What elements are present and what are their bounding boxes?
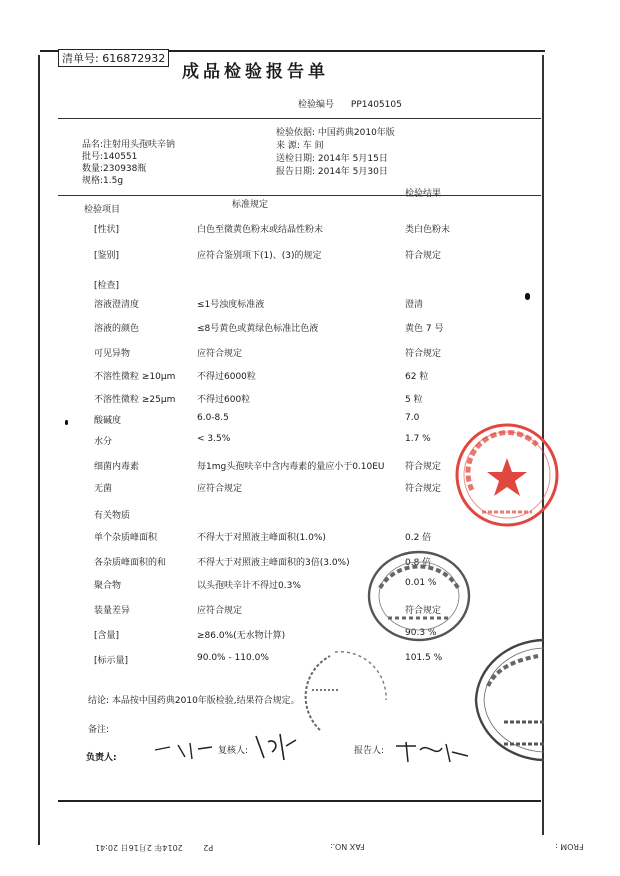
row-item: [含量] bbox=[94, 631, 120, 641]
row-standard: 应符合鉴别项下(1)、(3)的规定 bbox=[197, 251, 322, 261]
col-header-item: 检验项目 bbox=[84, 205, 121, 215]
reporter-label: 报告人: bbox=[354, 746, 385, 756]
row-item: 可见异物 bbox=[94, 349, 131, 359]
row-result: 0.01 % bbox=[405, 578, 437, 588]
row-item: 不溶性微粒 ≥10μm bbox=[94, 372, 176, 382]
table-row bbox=[80, 530, 540, 544]
row-result: 符合规定 bbox=[405, 484, 442, 494]
test-basis: 检验依据: 中国药典2010年版 bbox=[276, 128, 395, 138]
fax-time: 2014年 2月16日 20:41 bbox=[95, 843, 183, 852]
product-name: 品名:注射用头孢呋辛钠 bbox=[82, 140, 176, 150]
responsible-label: 负责人: bbox=[86, 753, 117, 763]
inspection-report-stamp bbox=[468, 636, 544, 766]
row-standard: ≤1号浊度标准液 bbox=[197, 300, 265, 310]
batch-number: 批号:140551 bbox=[82, 152, 138, 162]
fax-page: P2 bbox=[203, 843, 214, 852]
row-item: [性状] bbox=[94, 225, 120, 235]
row-standard: 每1mg头孢呋辛中含内毒素的量应小于0.10EU bbox=[197, 462, 385, 472]
row-standard: 6.0-8.5 bbox=[197, 413, 229, 423]
table-row bbox=[80, 321, 540, 335]
row-item: 无菌 bbox=[94, 484, 113, 494]
row-standard: 90.0% - 110.0% bbox=[197, 653, 269, 663]
row-standard: < 3.5% bbox=[197, 434, 231, 444]
row-result: 62 粒 bbox=[405, 372, 429, 382]
report-number-label: 检验编号 bbox=[298, 100, 335, 110]
col-header-standard: 标准规定 bbox=[232, 200, 269, 210]
row-standard: 不得过600粒 bbox=[197, 395, 251, 405]
reporter-signature bbox=[392, 736, 472, 766]
table-row bbox=[80, 392, 540, 406]
row-item: 水分 bbox=[94, 437, 113, 447]
row-item: 装量差异 bbox=[94, 606, 131, 616]
row-result: 符合规定 bbox=[405, 251, 442, 261]
table-row bbox=[80, 248, 540, 262]
row-item: 溶液的颜色 bbox=[94, 324, 140, 334]
table-row bbox=[80, 222, 540, 236]
bottom-border-line bbox=[58, 800, 541, 802]
row-item: 单个杂质峰面积 bbox=[94, 533, 158, 543]
table-row bbox=[80, 278, 540, 292]
row-result: 0.2 倍 bbox=[405, 533, 432, 543]
row-item: 酸碱度 bbox=[94, 416, 122, 426]
header-divider bbox=[58, 118, 541, 119]
row-item: 细菌内毒素 bbox=[94, 462, 140, 472]
company-red-seal bbox=[452, 420, 562, 530]
quantity: 数量:230938瓶 bbox=[82, 164, 147, 174]
row-result: 黄色 7 号 bbox=[405, 324, 444, 334]
conclusion: 结论: 本品按中国药典2010年版检验,结果符合规定。 bbox=[88, 696, 300, 706]
row-standard: 应符合规定 bbox=[197, 606, 243, 616]
table-row bbox=[80, 297, 540, 311]
gray-circle-stamp bbox=[300, 640, 390, 740]
row-standard: 以头孢呋辛计不得过0.3% bbox=[197, 581, 301, 591]
row-standard: 应符合规定 bbox=[197, 484, 243, 494]
responsible-signature bbox=[150, 735, 220, 763]
row-item: [标示量] bbox=[94, 656, 129, 666]
row-standard: 应符合规定 bbox=[197, 349, 243, 359]
ink-speck bbox=[525, 293, 530, 300]
table-top-divider bbox=[58, 195, 541, 196]
report-date: 报告日期: 2014年 5月30日 bbox=[276, 167, 388, 177]
reviewer-signature bbox=[250, 728, 300, 764]
sent-date: 送检日期: 2014年 5月15日 bbox=[276, 154, 388, 164]
table-row bbox=[80, 346, 540, 360]
row-result: 5 粒 bbox=[405, 395, 423, 405]
row-standard: 不得大于对照液主峰面积的3倍(3.0%) bbox=[197, 558, 350, 568]
row-standard: ≤8号黄色或黄绿色标准比色液 bbox=[197, 324, 319, 334]
gray-quality-stamp bbox=[366, 548, 472, 644]
fax-from-label: FROM : bbox=[555, 842, 584, 851]
row-item: 有关物质 bbox=[94, 511, 131, 521]
row-item: [检查] bbox=[94, 281, 120, 291]
reviewer-label: 复核人: bbox=[218, 746, 249, 756]
row-item: 溶液澄清度 bbox=[94, 300, 140, 310]
row-result: 101.5 % bbox=[405, 653, 443, 663]
row-item: 不溶性微粒 ≥25μm bbox=[94, 395, 176, 405]
fax-number-label: FAX NO.: bbox=[330, 842, 365, 851]
row-standard: 白色至微黄色粉末或结晶性粉末 bbox=[197, 225, 324, 235]
report-number-value: PP1405105 bbox=[350, 100, 402, 110]
source: 来 源: 车 间 bbox=[276, 141, 324, 151]
order-number: 清单号: 616872932 bbox=[58, 49, 169, 67]
row-result: 90.3 % bbox=[405, 628, 437, 638]
row-item: 聚合物 bbox=[94, 581, 122, 591]
row-standard: 不得过6000粒 bbox=[197, 372, 256, 382]
report-number bbox=[298, 97, 402, 110]
row-item: 各杂质峰面积的和 bbox=[94, 558, 167, 568]
row-item: [鉴别] bbox=[94, 251, 120, 261]
row-standard: ≥86.0%(无水物计算) bbox=[197, 631, 286, 641]
ink-speck bbox=[65, 420, 68, 425]
row-result: 澄清 bbox=[405, 300, 424, 310]
table-row bbox=[80, 369, 540, 383]
page-left-edge bbox=[38, 55, 40, 845]
remarks-label: 备注: bbox=[88, 725, 110, 735]
row-result: 0.8 倍 bbox=[405, 558, 432, 568]
specification: 规格:1.5g bbox=[82, 176, 124, 186]
row-standard: 不得大于对照液主峰面积(1.0%) bbox=[197, 533, 326, 543]
col-header-result: 检验结果 bbox=[405, 189, 442, 199]
row-result: 符合规定 bbox=[405, 606, 442, 616]
row-result: 类白色粉末 bbox=[405, 225, 451, 235]
row-result: 符合规定 bbox=[405, 462, 442, 472]
report-title: 成品检验报告单 bbox=[182, 62, 329, 82]
fax-datetime bbox=[95, 842, 213, 853]
row-result: 符合规定 bbox=[405, 349, 442, 359]
row-result: 1.7 % bbox=[405, 434, 431, 444]
row-result: 7.0 bbox=[405, 413, 420, 423]
